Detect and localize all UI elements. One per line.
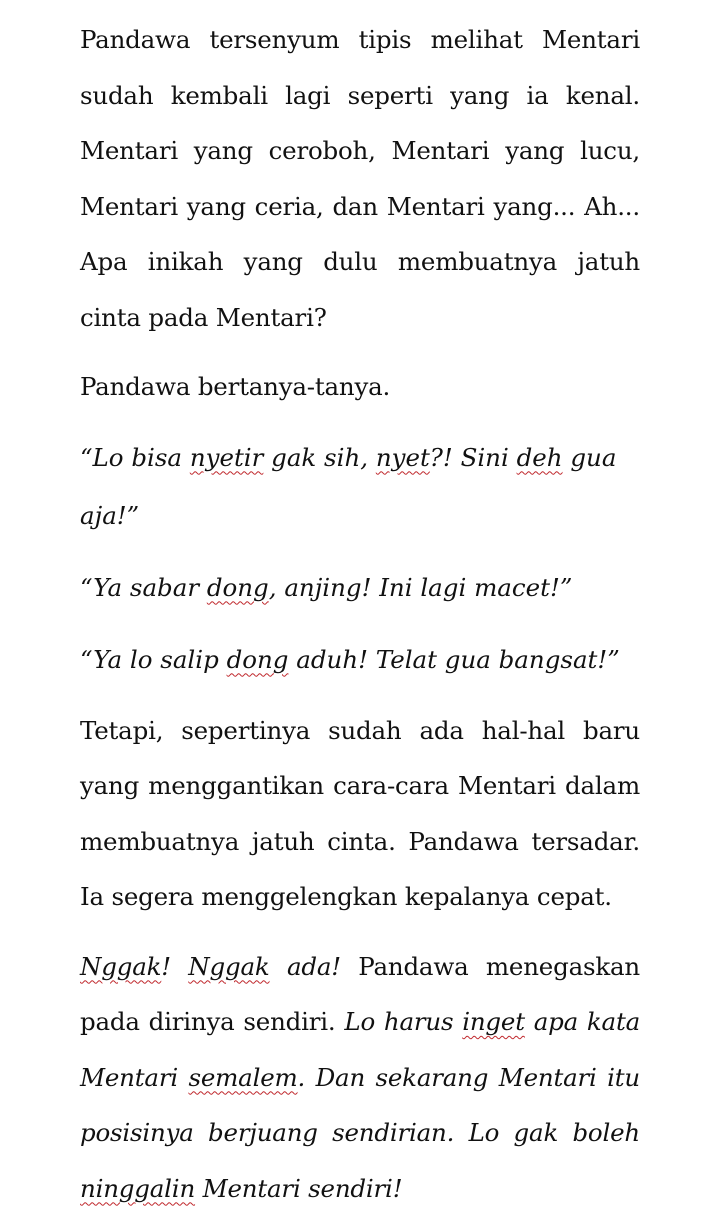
dialog-line-2	[80, 559, 640, 617]
inner-thought-text: !	[161, 951, 189, 981]
paragraph-1: Pandawa tersenyum tipis melihat Mentari sudah kembali lagi seperti yang ia kenal. Mentari yang ceroboh, Mentari yang lucu, Mentari yang ceria, dan Mentari yang... Ah... Apa inikah yang dulu membuatnya jatuh cinta pada Mentari?	[80, 25, 640, 332]
dialog-text: “Lo bisa	[80, 442, 190, 472]
dialog-text: “Ya lo salip	[80, 644, 227, 674]
spellcheck-word[interactable]: nyet	[375, 442, 430, 472]
dialog-text: gua aja!”	[80, 442, 617, 530]
inner-thought-text: apa kata Mentari	[80, 1007, 640, 1092]
document-page	[80, 12, 640, 1230]
narration-text: Pandawa menegaskan pada dirinya sendiri.	[80, 951, 640, 1036]
spellcheck-word[interactable]: deh	[516, 442, 563, 472]
dialog-text: , anjing! Ini lagi macet!”	[268, 572, 573, 602]
dialog-text: “Ya sabar	[80, 572, 207, 602]
inner-thought-text: ada!	[269, 951, 341, 981]
spellcheck-word[interactable]: inget	[462, 1007, 525, 1036]
spellcheck-word[interactable]: nyetir	[189, 442, 264, 472]
inner-thought-text: Mentari sendiri!	[195, 1173, 403, 1203]
spellcheck-word[interactable]: dong	[206, 572, 269, 602]
spellcheck-word[interactable]: ninggalin	[80, 1173, 196, 1203]
dialog-text: ?! Sini	[429, 442, 517, 472]
spellcheck-word[interactable]: semalem	[188, 1062, 298, 1092]
inner-thought-text: Lo harus	[344, 1007, 463, 1036]
inner-thought-text: . Dan sekarang Mentari itu posisinya berjuang sendirian. Lo gak boleh	[80, 1062, 640, 1147]
paragraph-4	[80, 939, 640, 1217]
dialog-text: gak sih,	[263, 442, 376, 472]
dialog-text: aduh! Telat gua bangsat!”	[288, 644, 620, 674]
paragraph-3: Tetapi, sepertinya sudah ada hal-hal baru yang menggantikan cara-cara Mentari dalam membuatnya jatuh cinta. Pandawa tersadar. Ia segera menggelengkan kepalanya cepat.	[80, 715, 640, 911]
spellcheck-word[interactable]: Nggak	[188, 951, 270, 981]
spellcheck-word[interactable]: dong	[226, 644, 289, 674]
paragraph-2: Pandawa bertanya-tanya.	[80, 372, 391, 401]
spellcheck-word[interactable]: Nggak	[80, 951, 162, 981]
dialog-line-3	[80, 631, 640, 689]
dialog-line-1	[80, 429, 640, 545]
